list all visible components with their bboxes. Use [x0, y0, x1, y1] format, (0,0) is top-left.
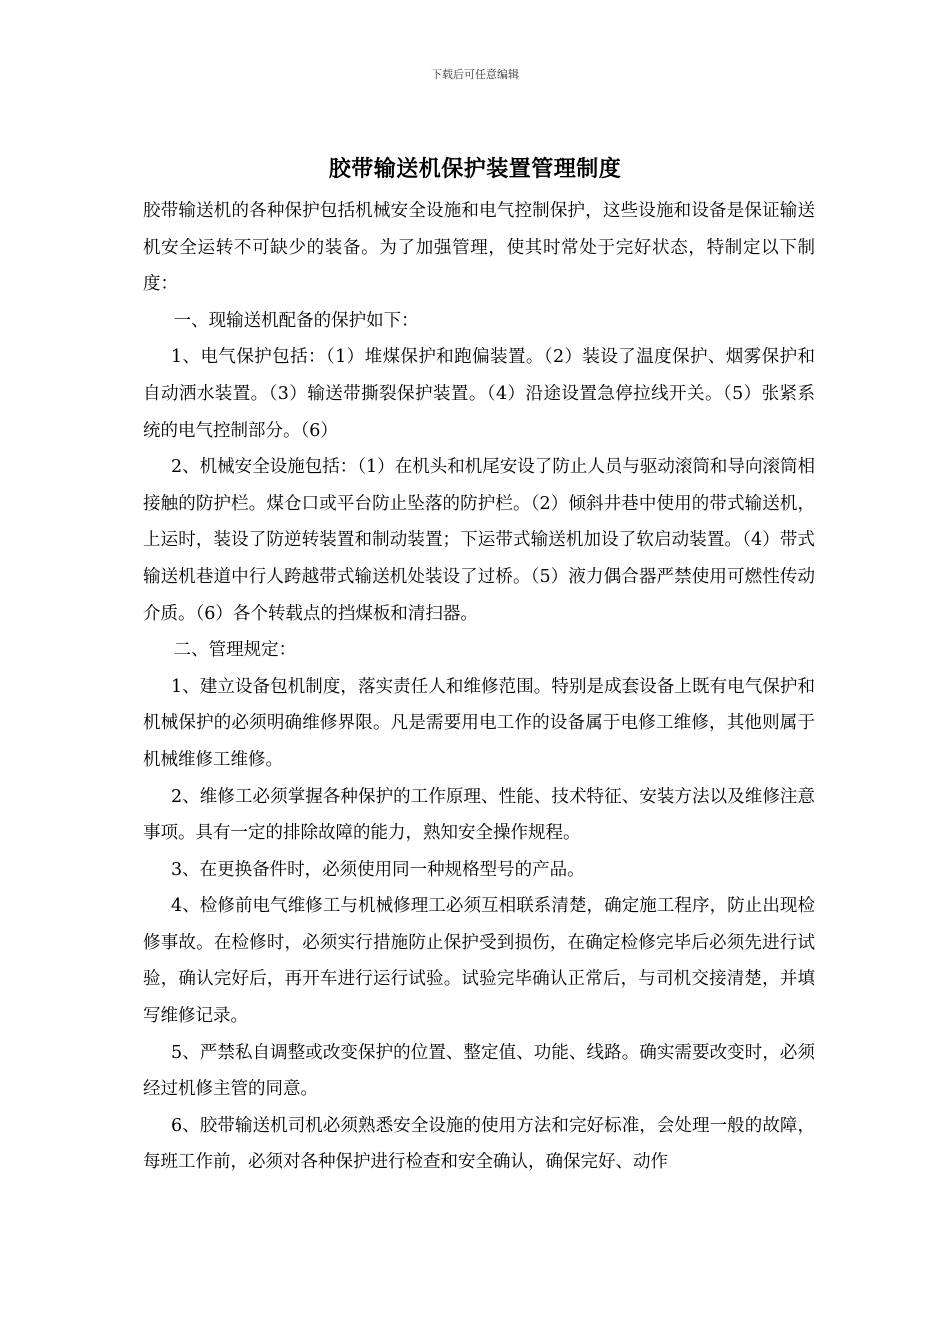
- paragraph-rule-2: 2、维修工必须掌握各种保护的工作原理、性能、技术特征、安装方法以及维修注意事项。具有一定的排除故障的能力，熟知安全操作规程。: [143, 786, 815, 844]
- paragraph-rule-4: 4、检修前电气维修工与机械修理工必须互相联系清楚，确定施工程序，防止出现检修事故。在检修时，必须实行措施防止保护受到损伤，在确定检修完毕后必须先进行试验，确认完好后，再开车进行运行试验。试验完毕确认正常后，与司机交接清楚，并填写维修记录。: [143, 896, 815, 1027]
- paragraph-rule-5: 5、严禁私自调整或改变保护的位置、整定值、功能、线路。确实需要改变时，必须经过机修主管的同意。: [143, 1042, 815, 1100]
- document-body: [143, 193, 815, 1181]
- section-heading-1: 一、现输送机配备的保护如下：: [173, 310, 419, 331]
- paragraph-rule-1: 1、建立设备包机制度，落实责任人和维修范围。特别是成套设备上既有电气保护和机械保护的必须明确维修界限。凡是需要用电工作的设备属于电修工维修，其他则属于机械维修工维修。: [143, 676, 815, 770]
- paragraph-intro: 胶带输送机的各种保护包括机械安全设施和电气控制保护，这些设施和设备是保证输送机安全运转不可缺少的装备。为了加强管理，使其时常处于完好状态，特制定以下制度：: [143, 201, 815, 295]
- paragraph-rule-6: 6、胶带输送机司机必须熟悉安全设施的使用方法和完好标准，会处理一般的故障，每班工作前，必须对各种保护进行检查和安全确认，确保完好、动作: [143, 1115, 815, 1173]
- section-heading-2: 二、管理规定：: [173, 640, 297, 661]
- paragraph-rule-3: 3、在更换备件时，必须使用同一种规格型号的产品。: [171, 859, 585, 880]
- paragraph-electrical-protection: 1、电气保护包括：（1）堆煤保护和跑偏装置。（2）装设了温度保护、烟雾保护和自动洒水装置。（3）输送带撕裂保护装置。（4）沿途设置急停拉线开关。（5）张紧系统的电气控制部分。（6）: [143, 347, 815, 441]
- header-note: 下载后可任意编辑: [431, 68, 519, 81]
- document-title: 胶带输送机保护装置管理制度: [328, 157, 622, 182]
- paragraph-mechanical-safety: 2、机械安全设施包括：（1）在机头和机尾安设了防止人员与驱动滚筒和导向滚筒相接触的防护栏。煤仓口或平台防止坠落的防护栏。（2）倾斜井巷中使用的带式输送机，上运时，装设了防逆转装置和制动装置；下运带式输送机加设了软启动装置。（4）带式输送机巷道中行人跨越带式输送机处装设了过桥。（5）液力偶合器严禁使用可燃性传动介质。（6）各个转载点的挡煤板和清扫器。: [143, 457, 815, 624]
